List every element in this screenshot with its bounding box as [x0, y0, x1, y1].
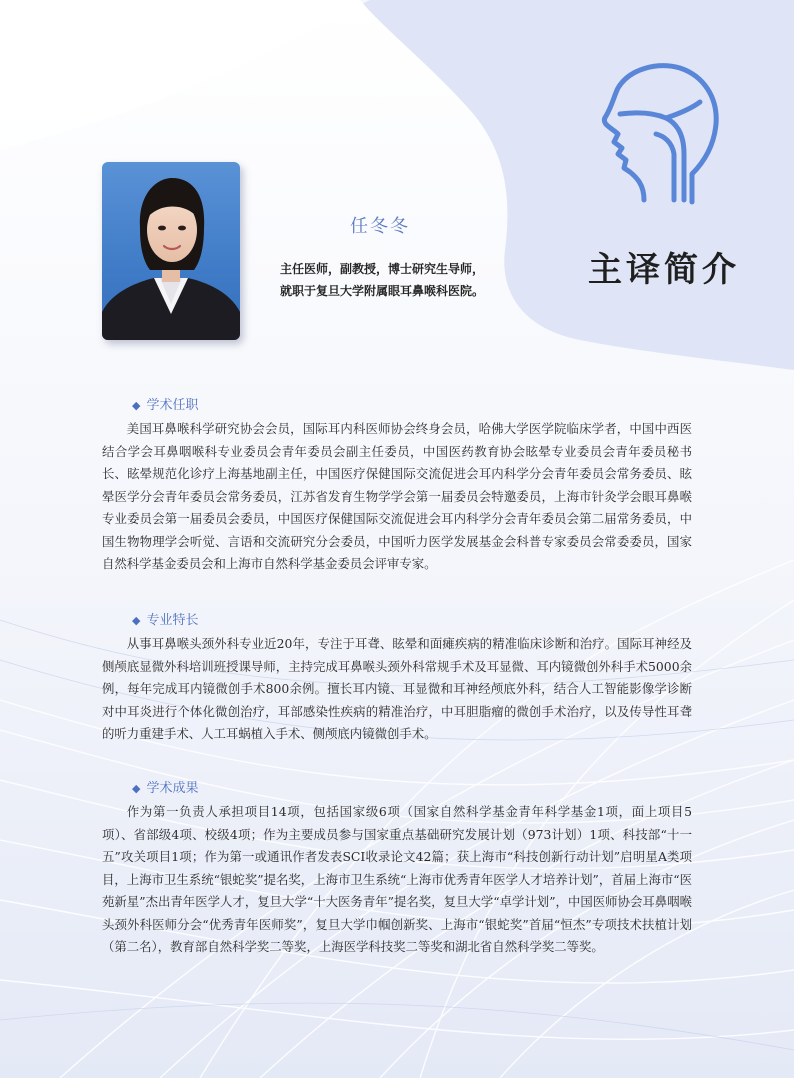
section-heading: [102, 779, 692, 799]
translator-name: 任冬冬: [350, 216, 410, 237]
translator-intro: 主任医师，副教授，博士研究生导师，就职于复旦大学附属眼耳鼻喉科医院。: [280, 262, 485, 298]
section-achievements: [102, 779, 692, 959]
section-heading-text: 专业特长: [146, 613, 199, 628]
section-body: 作为第一负责人承担项目14项，包括国家级6项（国家自然科学基金青年科学基金1项，面上项目5项）、省部级4项、校级4项；作为主要成员参与国家重点基础研究发展计划（973计划）1项、科技部“十一五”攻关项目1项；作为第一或通讯作者发表SCI收录论文42篇；获上海市“科技创新行动计划”启明星A类项目，上海市卫生系统“银蛇奖”提名奖，上海市卫生系统“上海市优秀青年医学人才培养计划”，首届上海市“医苑新星”杰出青年医学人才，复旦大学“十大医务青年”提名奖，复旦大学“卓学计划”，中国医师协会耳鼻咽喉头颈外科医师分会“优秀青年医师奖”，复旦大学巾帼创新奖、上海市“银蛇奖”首届“恒杰”专项技术扶植计划（第二名），教育部自然科学奖二等奖，上海医学科技奖二等奖和湖北省自然科学奖二等奖。: [102, 804, 692, 954]
section-body: 美国耳鼻喉科学研究协会会员，国际耳内科医师协会终身会员，哈佛大学医学院临床学者，中国中西医结合学会耳鼻咽喉科专业委员会青年委员会副主任委员，中国医药教育协会眩晕专业委员会青年委员秘书长、眩晕规范化诊疗上海基地副主任，中国医疗保健国际交流促进会耳内科学分会青年委员会常务委员、眩晕医学分会青年委员会常务委员，江苏省发育生物学学会第一届委员会特邀委员，上海市针灸学会眼耳鼻喉专业委员会第一届委员会委员，中国医疗保健国际交流促进会耳内科学分会青年委员会第二届常务委员，中国生物物理学会听觉、言语和交流研究分会委员，中国听力医学发展基金会科普专家委员会常委委员，国家自然科学基金委员会和上海市自然科学基金委员会评审专家。: [102, 421, 692, 571]
section-expertise: [102, 611, 692, 746]
page-title: 主译简介: [588, 250, 740, 290]
portrait-photo: [102, 162, 240, 340]
diamond-bullet-icon: ◆: [132, 782, 141, 795]
section-heading-text: 学术任职: [146, 398, 199, 413]
head-profile-airway-icon: [596, 62, 724, 212]
section-academic-positions: [102, 396, 692, 576]
section-body: 从事耳鼻喉头颈外科专业近20年，专注于耳聋、眩晕和面瘫疾病的精准临床诊断和治疗。国际耳神经及侧颅底显微外科培训班授课导师，主持完成耳鼻喉头颈外科常规手术及耳显微、耳内镜微创外科手术5000余例，每年完成耳内镜微创手术800余例。擅长耳内镜、耳显微和耳神经颅底外科，结合人工智能影像学诊断对中耳炎进行个体化微创治疗，耳部感染性疾病的精准治疗，中耳胆脂瘤的微创手术治疗，以及传导性耳聋的听力重建手术、人工耳蜗植入手术、侧颅底内镜微创手术。: [102, 636, 692, 741]
diamond-bullet-icon: ◆: [132, 614, 141, 627]
portrait-figure: [102, 162, 240, 340]
section-heading: [102, 611, 692, 631]
section-heading: [102, 396, 692, 416]
section-heading-text: 学术成果: [146, 781, 199, 796]
diamond-bullet-icon: ◆: [132, 399, 141, 412]
